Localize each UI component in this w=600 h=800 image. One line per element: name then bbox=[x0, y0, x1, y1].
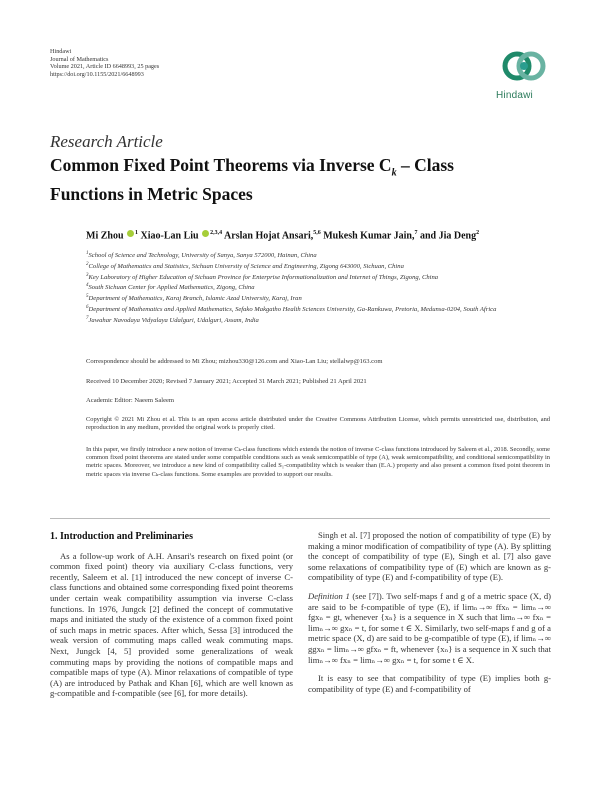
title-line1-end: – Class bbox=[396, 155, 454, 175]
affiliation-item bbox=[86, 293, 546, 304]
journal-name: Journal of Mathematics bbox=[50, 55, 109, 63]
affiliation-list bbox=[86, 250, 546, 325]
affiliation-text: South Sichuan Center for Applied Mathematics, Zigong, China bbox=[88, 284, 255, 292]
affiliation-sup: 7 bbox=[86, 315, 89, 321]
volume-info: Volume 2021, Article ID 6648993, 25 pages bbox=[50, 63, 160, 71]
doi-link[interactable]: https://doi.org/10.1155/2021/6648993 bbox=[50, 70, 144, 78]
orcid-icon[interactable] bbox=[127, 230, 134, 237]
title-subscript: k bbox=[391, 167, 397, 179]
author-sup: 1 bbox=[135, 230, 139, 236]
journal-meta bbox=[50, 48, 159, 78]
hindawi-logo-text: Hindawi bbox=[496, 90, 533, 101]
abstract-text: In this paper, we firstly introduce a new notion of inverse Cₖ-class functions which extends the notion of inverse C-class functions introduced by Saleem et al., 2018. Secondly, some common fixed point theorems are stated under some compatible conditions such as weak semicompatible of type (A), weak semicompatibility, and conditional semicompatibility in metric spaces. Moreover, we introduce a new kind of compatibility called S₁-compatibility which is weaker than (E.A.) property and also present a common fixed point theorem in metric spaces via inverse Cₖ-class functions. Some examples are provided to support our results. bbox=[86, 446, 550, 478]
affiliation-sup: 1 bbox=[86, 251, 89, 256]
body-paragraph: As a follow-up work of A.H. Ansari's research on fixed point (or common fixed point) theory via auxiliary C-class functions, very recently, Saleem et al. [1] introduced the new concept of inverse C-class functions and obtained some corresponding fixed point theorems under certain weak compatibility assumption via inverse C-class functions. In 1976, Jungck [2] defined the concept of commutative maps and initiated the study of the existence of a common fixed point of such maps in metric spaces. After which, Sessa [3] introduced the weak version of commuting maps called weak commuting maps. Next, Jungck [4, 5] provided some generalizations of weak commuting maps by providing the notions of compatible maps and compatible maps of type (A). Minor relaxations of compatible of type (A) are introduced by Pathak and Khan [6], which are well known as g-compatible and f-compatible (see [6], for more details). bbox=[50, 550, 293, 699]
affiliation-item bbox=[86, 304, 546, 315]
affiliation-item bbox=[86, 250, 546, 261]
title-line1: Common Fixed Point Theorems via Inverse C bbox=[50, 155, 392, 175]
author-sup: 7 bbox=[414, 230, 418, 236]
affiliation-item bbox=[86, 282, 546, 293]
title-line2: Functions in Metric Spaces bbox=[50, 183, 253, 204]
affiliation-sup: 2 bbox=[86, 261, 89, 267]
affiliation-item bbox=[86, 272, 546, 283]
column-right bbox=[308, 530, 551, 694]
definition-label: Definition 1 bbox=[308, 590, 350, 601]
affiliation-item bbox=[86, 261, 546, 272]
publication-dates: Received 10 December 2020; Revised 7 January 2021; Accepted 31 March 2021; Published 21 April 2021 bbox=[86, 378, 367, 385]
academic-editor: Academic Editor: Naeem Saleem bbox=[86, 397, 175, 404]
author-sup: 2,3,4 bbox=[210, 230, 223, 236]
affiliation-text: College of Mathematics and Statistics, Sichuan University of Science and Engineering, Zigong 643000, Sichuan, China bbox=[88, 262, 404, 270]
author-name[interactable]: Mi Zhou bbox=[86, 230, 124, 242]
definition-text: (see [7]). Two self-maps f and g of a metric space (X, d) are said to be f-compatible of type (E), if limₙ→∞ ffxₙ = limₙ→∞ fgxₙ = gt, whenever {xₙ} is a sequence in X such that limₙ→∞ fxₙ = limₙ→∞ gxₙ = t, for some t ∈ X. Similarly, two self-maps f and g of a metric space (X, d) are said to be g-compatible of type (E), if limₙ→∞ ggxₙ = limₙ→∞ gfxₙ = ft, whenever {xₙ} is a sequence in X such that limₙ→∞ fxₙ = limₙ→∞ gxₙ = t, for some t ∈ X. bbox=[308, 590, 551, 665]
body-paragraph: It is easy to see that compatibility of type (E) implies both g-compatibility of type (E) and f-compatibility of bbox=[308, 673, 551, 694]
affiliation-text: Department of Mathematics and Applied Mathematics, Sefako Makgatho Health Sciences University, Ga-Rankuwa, Pretoria, Medunsa-0204, South Africa bbox=[88, 306, 497, 314]
author-list bbox=[86, 230, 479, 241]
affiliation-sup: 4 bbox=[86, 283, 89, 289]
affiliation-sup: 5 bbox=[86, 294, 89, 300]
author-name[interactable]: Arslan Hojat Ansari, bbox=[224, 230, 314, 242]
author-name[interactable]: Xiao-Lan Liu bbox=[140, 230, 199, 242]
author-name[interactable]: and Jia Deng bbox=[419, 230, 477, 242]
affiliation-text: Department of Mathematics, Karaj Branch, Islamic Azad University, Karaj, Iran bbox=[88, 295, 302, 303]
column-left bbox=[50, 532, 293, 699]
section-divider bbox=[50, 518, 550, 519]
affiliation-text: Jawahar Navodaya Vidyalaya Udalguri, Udalguri, Assam, India bbox=[88, 316, 259, 324]
affiliation-text: Key Laboratory of Higher Education of Sichuan Province for Enterprise Informationalization and Internet of Things, Zigong, China bbox=[88, 273, 439, 281]
affiliation-item bbox=[86, 315, 546, 326]
section-heading: 1. Introduction and Preliminaries bbox=[50, 531, 193, 542]
copyright-notice: Copyright © 2021 Mi Zhou et al. This is an open access article distributed under the Creative Commons Attribution License, which permits unrestricted use, distribution, and reproduction in any medium, provided the original work is properly cited. bbox=[86, 416, 550, 432]
article-type: Research Article bbox=[50, 132, 163, 151]
affiliation-text: School of Science and Technology, University of Sanya, Sanya 572000, Hainan, China bbox=[88, 252, 317, 260]
orcid-icon[interactable] bbox=[202, 230, 209, 237]
correspondence: Correspondence should be addressed to Mi Zhou; mizhou330@126.com and Xiao-Lan Liu; stellalwp@163.com bbox=[86, 358, 383, 365]
author-sup: 5,6 bbox=[313, 230, 321, 236]
body-paragraph: Singh et al. [7] proposed the notion of compatibility of type (E) by making a minor modification of compatibility of type (A). By splitting the concept of compatibility of type (E), Singh et al. [7] also gave some relaxations of compatibility type of (E) which are known as g-compatibility of type (E) and f-compatibility of type (E). bbox=[308, 530, 551, 583]
author-name[interactable]: Mukesh Kumar Jain, bbox=[323, 230, 415, 242]
publisher-name: Hindawi bbox=[50, 48, 72, 55]
affiliation-sup: 6 bbox=[86, 304, 89, 310]
affiliation-sup: 3 bbox=[86, 272, 89, 278]
definition-paragraph bbox=[308, 591, 551, 665]
author-sup: 2 bbox=[476, 230, 480, 236]
article-title bbox=[50, 155, 550, 205]
